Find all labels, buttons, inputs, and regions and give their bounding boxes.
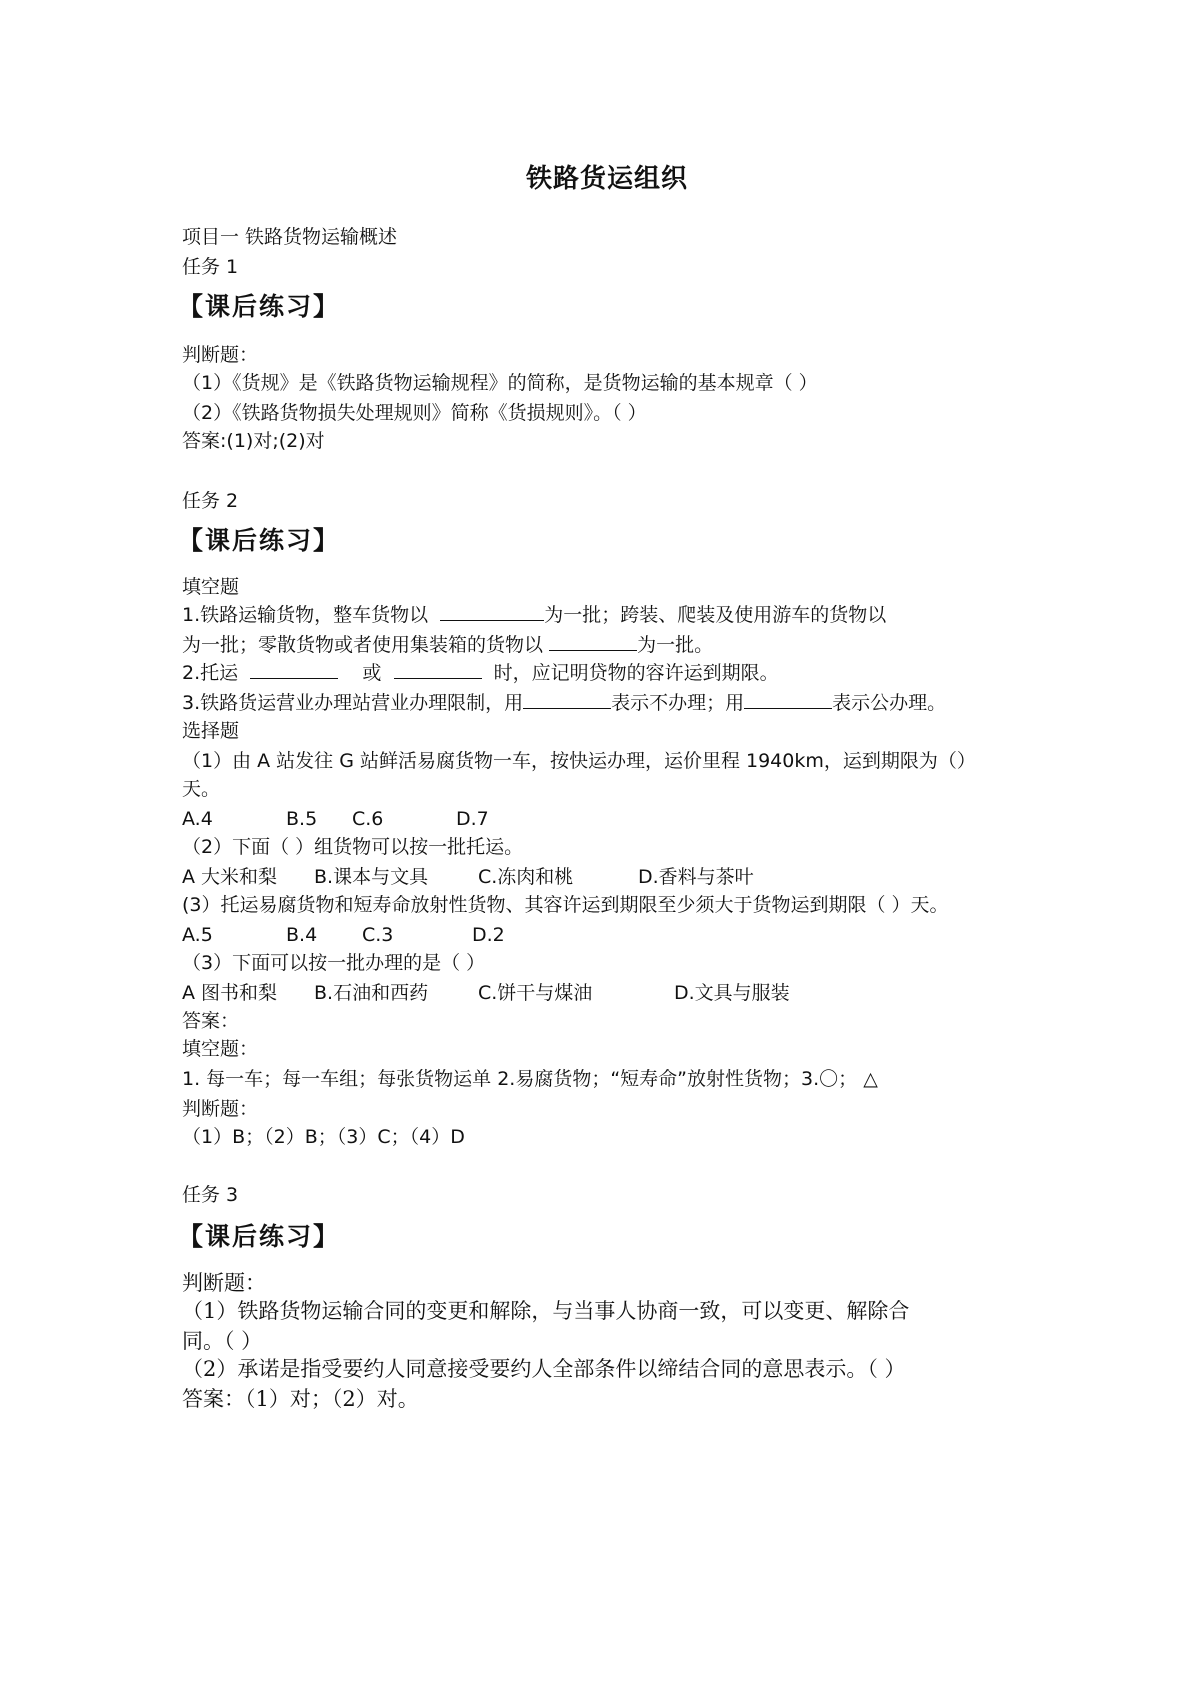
option-d: D.文具与服装 xyxy=(674,982,790,1004)
task2-answer-judge-label: 判断题： xyxy=(182,1098,259,1120)
option-a: A 图书和梨 xyxy=(182,982,278,1004)
task1-question-type: 判断题： xyxy=(182,344,259,366)
choice-question-4: （3）下面可以按一批办理的是（ ） xyxy=(182,952,486,974)
document-title: 铁路货运组织 xyxy=(525,164,688,194)
fill-question-3: 3.铁路货运营业办理站营业办理限制，用 表示不办理；用 表示公办理。 xyxy=(182,692,947,714)
task1-section-title: 【课后练习】 xyxy=(178,292,341,321)
task1-question-2: （2）《铁路货物损失处理规则》简称《货损规则》。（ ） xyxy=(182,402,647,424)
task2-section-title: 【课后练习】 xyxy=(178,526,341,555)
answer-blank[interactable] xyxy=(250,660,338,679)
option-d: D.2 xyxy=(472,924,505,946)
task3-question-type: 判断题： xyxy=(182,1271,266,1295)
choice-question-3-options xyxy=(182,922,505,948)
choice-question-4-options xyxy=(182,980,790,1006)
option-a: A.5 xyxy=(182,924,213,946)
task2-fill-type: 填空题 xyxy=(182,576,240,598)
task2-heading: 任务 2 xyxy=(182,490,239,512)
option-c: C.3 xyxy=(362,924,394,946)
task2-answer-judge: （1）B；（2）B；（3）C；（4）D xyxy=(182,1126,465,1148)
option-b: B.5 xyxy=(286,808,318,830)
task2-choice-type: 选择题 xyxy=(182,720,240,742)
option-b: B.课本与文具 xyxy=(314,866,429,888)
task1-question-1: （1）《货规》是《铁路货物运输规程》的简称，是货物运输的基本规章（ ） xyxy=(182,372,818,394)
fill-question-1-line-1: 1.铁路运输货物，整车货物以 为一批；跨装、爬装及使用游车的货物以 xyxy=(182,604,887,626)
task3-question-1-cont: 同。（ ） xyxy=(182,1329,263,1353)
choice-question-1-options xyxy=(182,806,489,832)
choice-question-2: （2）下面（ ）组货物可以按一批托运。 xyxy=(182,836,524,858)
answer-blank[interactable] xyxy=(440,602,544,621)
option-a: A 大米和梨 xyxy=(182,866,278,888)
option-c: C.6 xyxy=(352,808,384,830)
fill-question-1-line-2: 为一批；零散货物或者使用集装箱的货物以 为一批。 xyxy=(182,634,714,656)
task3-heading: 任务 3 xyxy=(182,1184,239,1206)
task3-question-1: （1）铁路货物运输合同的变更和解除，与当事人协商一致，可以变更、解除合 xyxy=(182,1299,910,1323)
fill-question-2: 2.托运 或 时，应记明贷物的容许运到期限。 xyxy=(182,662,779,684)
choice-question-1-cont: 天。 xyxy=(182,778,221,800)
choice-question-2-options xyxy=(182,864,754,890)
option-a: A.4 xyxy=(182,808,213,830)
answer-blank[interactable] xyxy=(394,660,482,679)
choice-question-3: (3）托运易腐货物和短寿命放射性货物、其容许运到期限至少须大于货物运到期限（ ）天。 xyxy=(182,894,949,916)
task2-answer-fill: 1. 每一车；每一车组；每张货物运单 2.易腐货物；“短寿命”放射性货物；3.〇； △ xyxy=(182,1068,878,1090)
task1-answer: 答案:(1)对;(2)对 xyxy=(182,430,325,452)
option-b: B.石油和西药 xyxy=(314,982,429,1004)
answer-blank[interactable] xyxy=(744,690,832,709)
option-d: D.7 xyxy=(456,808,489,830)
choice-question-1: （1）由 A 站发往 G 站鲜活易腐货物一车，按快运办理，运价里程 1940km，运到期限为（） xyxy=(182,750,976,772)
task3-question-2: （2）承诺是指受要约人同意接受要约人全部条件以缔结合同的意思表示。（ ） xyxy=(182,1357,906,1381)
task3-answer: 答案：（1）对；（2）对。 xyxy=(182,1387,419,1411)
option-b: B.4 xyxy=(286,924,318,946)
task1-heading: 任务 1 xyxy=(182,256,239,278)
option-d: D.香料与茶叶 xyxy=(638,866,754,888)
project-heading: 项目一 铁路货物运输概述 xyxy=(182,226,398,248)
task3-section-title: 【课后练习】 xyxy=(178,1222,341,1251)
answer-blank[interactable] xyxy=(523,690,611,709)
option-c: C.冻肉和桃 xyxy=(478,866,574,888)
option-c: C.饼干与煤油 xyxy=(478,982,593,1004)
task2-answer-label: 答案： xyxy=(182,1010,240,1032)
task2-answer-fill-label: 填空题： xyxy=(182,1038,259,1060)
answer-blank[interactable] xyxy=(549,632,637,651)
